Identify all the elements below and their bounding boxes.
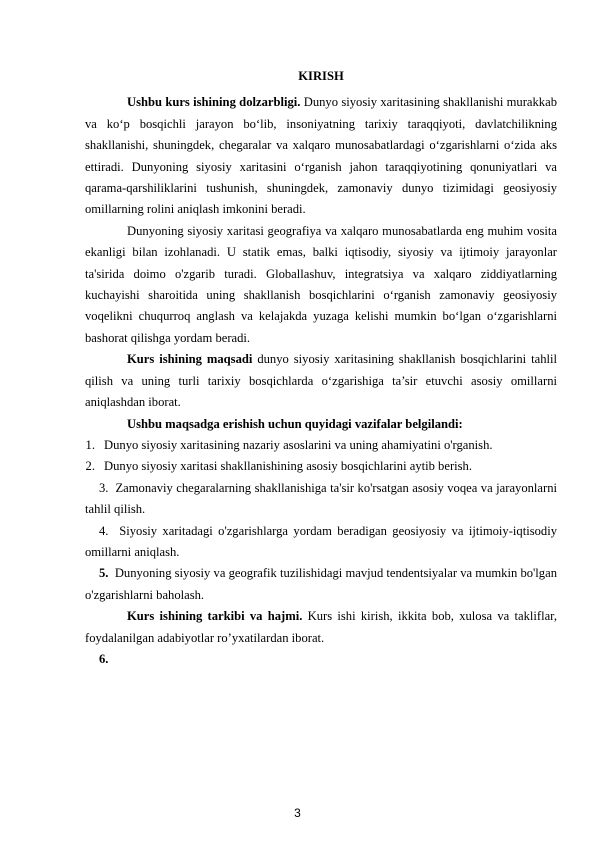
page-number: 3	[294, 806, 301, 820]
list-item-text: Dunyoning siyosiy va geografik tuzilishidagi mavjud tendentsiyalar va mumkin bo'lgan o'zgarishlarni baholash.	[85, 566, 557, 602]
tasks-heading: Ushbu maqsadga erishish uchun quyidagi vazifalar belgilandi:	[127, 416, 463, 431]
list-item	[85, 521, 557, 564]
relevance-lead: Ushbu kurs ishining dolzarbligi.	[127, 95, 301, 110]
list-item-number: 1.	[85, 437, 95, 452]
list-item	[85, 435, 557, 456]
paragraph-structure	[85, 606, 557, 649]
relevance-text: Dunyo siyosiy xaritasining shakllanishi murakkab va ko‘p bosqichli jarayon bo‘lib, insoniyatning tarixiy taraqqiyoti, davlatchilikning shakllanishi, shuningdek, chegaralar va xalqaro munosabatlardagi o‘zgarishlarni o‘zida aks ettiradi. Dunyoning siyosiy xaritasini o‘rganish jahon taraqqiyotining qonuniyatlari va qarama-qarshiliklarini tushunish, shuningdek, zamonaviy dunyo tizimidagi geosiyosiy omillarning rolini aniqlash imkonini beradi.	[85, 95, 557, 217]
paragraph-political-map: Dunyoning siyosiy xaritasi geografiya va xalqaro munosabatlarda eng muhim vosita ekanligi bilan izohlanadi. U statik emas, balki iqtisodiy, siyosiy va ijtimoiy jarayonlar ta'sirida doimo o'zgarib turadi. Globallashuv, integratsiya va xalqaro ziddiyatlarning kuchayishi sharoitida uning shakllanish bosqichlarini o‘rganish zamonaviy geosiyosiy voqelikni chuqurroq anglash va kelajakda yuzaga kelishi mumkin bo‘lgan o‘zgarishlarni bashorat qilishga yordam beradi.	[85, 223, 557, 345]
structure-text: Kurs ishi kirish, ikkita bob, xulosa va takliflar, foydalanilgan adabiyotlar ro’yxatilardan iborat.	[85, 609, 557, 645]
list-item-text: Zamonaviy chegaralarning shakllanishiga ta'sir ko'rsatgan asosiy voqea va jarayonlarni tahlil qilish.	[85, 480, 558, 517]
structure-lead: Kurs ishining tarkibi va hajmi.	[127, 609, 303, 624]
list-item-text: Siyosiy xaritadagi o'zgarishlarga yordam beradigan geosiyosiy va ijtimoiy-iqtisodiy omillarni aniqlash.	[85, 523, 557, 559]
list-item	[85, 563, 557, 606]
list-item-number: 5.	[99, 566, 109, 581]
list-item	[85, 456, 557, 477]
list-item-number: 3.	[99, 480, 109, 495]
list-item-number: 2.	[85, 459, 95, 474]
trailing-list-number: 6.	[99, 651, 109, 666]
page-content	[85, 66, 557, 670]
list-item-text: Dunyo siyosiy xaritasining nazariy asoslarini va uning ahamiyatini o'rganish.	[104, 437, 493, 452]
tasks-list	[85, 435, 557, 606]
paragraph-goal	[85, 349, 557, 413]
paragraph-relevance	[85, 92, 557, 220]
goal-text: dunyo siyosiy xaritasining shakllanish bosqichlarini tahlil qilish va uning turli tarixiy bosqichlarda o‘zgarishiga ta’sir etuvchi asosiy omillarni aniqlashdan iborat.	[85, 352, 557, 410]
page-title: KIRISH	[298, 69, 344, 83]
list-item-number: 4.	[99, 523, 109, 538]
list-item	[85, 478, 557, 521]
list-item-text: Dunyo siyosiy xaritasi shakllanishining asosiy bosqichlarini aytib berish.	[104, 459, 472, 474]
goal-lead: Kurs ishining maqsadi	[127, 352, 253, 367]
